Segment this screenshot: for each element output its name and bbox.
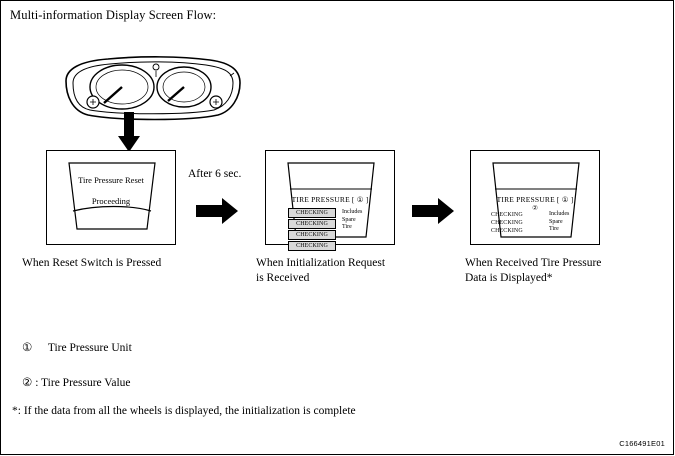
figure-code: C166491E01: [619, 439, 665, 448]
legend-text-2: : Tire Pressure Value: [35, 377, 131, 389]
arrow-right-icon-2: [412, 198, 454, 224]
spare-note-line: Tire: [549, 226, 559, 232]
legend-item-1: [22, 340, 132, 354]
spare-note-line: Spare: [342, 216, 356, 223]
checking-row: CHECKING: [288, 208, 336, 218]
footnote: *: If the data from all the wheels is displayed, the initialization is complete: [12, 405, 356, 417]
initialization-screen-box: [265, 150, 395, 249]
legend-text-1: Tire Pressure Unit: [47, 342, 132, 354]
legend-marker-2: ②: [22, 375, 33, 389]
received-screen-header: TIRE PRESSURE [ ① ]: [496, 195, 574, 204]
checking-row: CHECKING: [491, 228, 523, 234]
pressure-value-marker: ②: [532, 204, 538, 212]
checking-row: CHECKING: [288, 219, 336, 229]
arrow-right-icon-1: [196, 198, 238, 224]
checking-row: CHECKING: [491, 212, 523, 218]
caption-line: Data is Displayed*: [465, 272, 553, 284]
instrument-cluster-icon: [60, 55, 245, 123]
reset-screen-caption: When Reset Switch is Pressed: [22, 257, 162, 269]
initialization-screen-caption: [256, 256, 385, 286]
page-title: Multi-information Display Screen Flow:: [10, 8, 217, 22]
reset-screen-line1: Tire Pressure Reset: [78, 175, 144, 185]
spare-note-line: Includes: [342, 209, 363, 215]
initialization-screen-display: [266, 151, 394, 249]
checking-row: CHECKING: [491, 220, 523, 226]
spare-note-line: Tire: [342, 224, 352, 230]
caption-line: When Initialization Request: [256, 257, 386, 269]
spare-note-line: Spare: [549, 218, 563, 225]
initialization-screen-header: TIRE PRESSURE [ ① ]: [291, 195, 369, 204]
checking-rows: [288, 208, 336, 252]
checking-rows-plain: [491, 211, 543, 235]
spare-tire-note: [342, 209, 362, 232]
arrow-down-icon: [118, 112, 140, 152]
after-6-sec-label: After 6 sec.: [188, 168, 242, 180]
reset-screen-line2: Proceeding: [91, 196, 131, 206]
spare-tire-note: [549, 211, 569, 234]
legend-marker-1: ①: [22, 340, 33, 354]
reset-screen-display: [47, 151, 175, 244]
checking-row: CHECKING: [288, 241, 336, 251]
received-data-screen-box: [470, 150, 600, 245]
received-data-screen-caption: [465, 256, 601, 286]
checking-row: CHECKING: [288, 230, 336, 240]
caption-line: is Received: [256, 272, 310, 284]
legend-item-2: [22, 375, 131, 389]
spare-note-line: Includes: [549, 211, 570, 217]
caption-line: When Received Tire Pressure: [465, 257, 602, 269]
received-data-screen-display: [471, 151, 599, 244]
reset-screen-box: [46, 150, 176, 245]
